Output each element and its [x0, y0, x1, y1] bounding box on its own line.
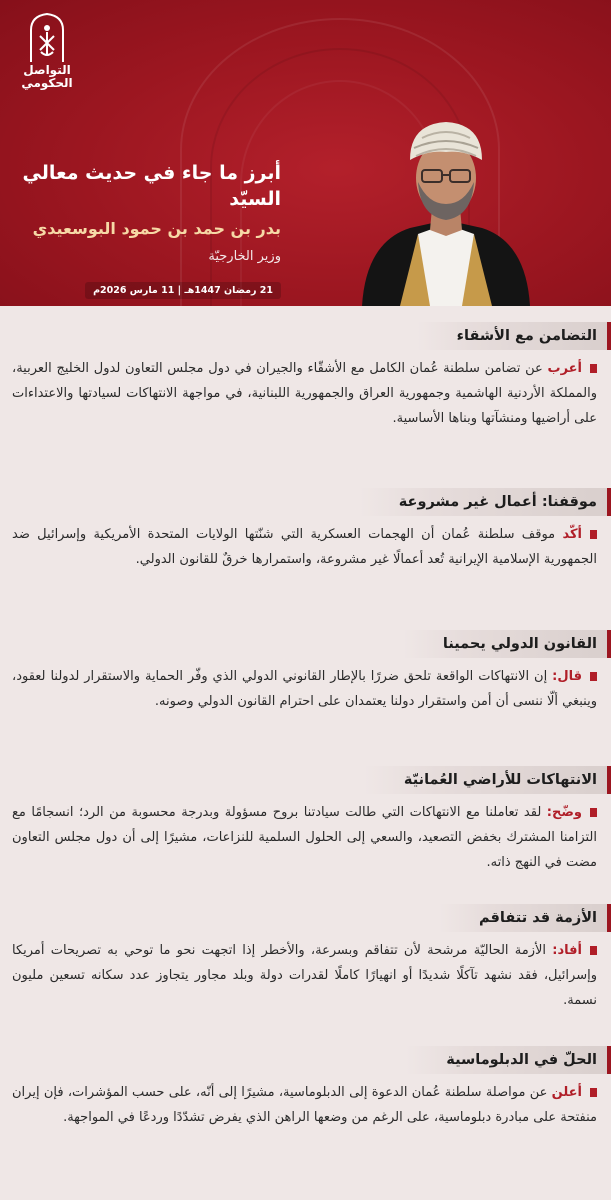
section-text: لقد تعاملنا مع الانتهاكات التي طالت سيادتنا بروح مسؤولة وبدرجة محسوبة من الرد؛ انسجامًا مع التزامنا المشترك بخفض التصعيد، والسعي إلى الحلول السلمية للنزاعات، مشيرًا إلى أن دول مجلس التعاون مضت في النهج ذاته. — [12, 805, 597, 870]
section-text: موقف سلطنة عُمان أن الهجمات العسكرية التي شنّتها الولايات المتحدة الأمريكية وإسرائيل ضد الجمهورية الإسلامية الإيرانية تُعد أعمالًا غير مشروعة، واستمرارها خرقٌ للقانون الدولي. — [12, 527, 597, 567]
section-body — [12, 938, 597, 1013]
header-banner — [0, 0, 611, 306]
date-badge: 21 رمضان 1447هـ | 11 مارس 2026م — [85, 282, 281, 299]
section-verb: أعلن — [551, 1085, 582, 1100]
gov-communication-logo — [14, 12, 80, 90]
section-body — [12, 800, 597, 875]
section-body — [12, 664, 597, 714]
minister-name: بدر بن حمد بن حمود البوسعيدي — [32, 219, 281, 238]
section-title: موقفنا: أعمال غير مشروعة — [359, 488, 611, 516]
section-verb: أعرب — [547, 361, 582, 376]
section-title: الحلّ في الدبلوماسية — [406, 1046, 611, 1074]
page-title: أبرز ما جاء في حديث معالي السيّد — [22, 162, 281, 210]
section-text: عن مواصلة سلطنة عُمان الدعوة إلى الدبلوماسية، مشيرًا إلى أنّه، على حسب المؤشرات، فإن إيران منفتحة على مبادرة دبلوماسية، على الرغم من وضعها الراهن الذي يفرض تشدّدًا وردعًا في المواجهة. — [12, 1085, 597, 1125]
section-text: إن الانتهاكات الواقعة تلحق ضررًا بالإطار القانوني الدولي الذي وفّر الحماية والاستقرار لدولنا لعقود، وينبغي ألّا ننسى أن أمن واستقرار دولنا يعتمدان على احترام القانون الدولي وصونه. — [12, 669, 597, 709]
section-title: التضامن مع الأشقاء — [417, 322, 611, 350]
logo-text-line1: التواصل — [23, 63, 71, 77]
section-verb: وضّح: — [546, 805, 582, 820]
section-omani-territory — [0, 766, 611, 875]
section-crisis-escalation — [0, 904, 611, 1013]
minister-role: وزير الخارجيّة — [208, 249, 281, 264]
section-title: الانتهاكات للأراضي العُمانيّة — [364, 766, 611, 794]
bullet-icon — [590, 946, 597, 955]
section-body — [12, 1080, 597, 1130]
bullet-icon — [590, 808, 597, 817]
section-verb: أكّد — [562, 527, 582, 542]
section-diplomacy — [0, 1046, 611, 1130]
content-area — [0, 306, 611, 1200]
minister-portrait — [360, 112, 532, 306]
section-text: عن تضامن سلطنة عُمان الكامل مع الأشقّاء والجيران في دول مجلس التعاون لدول الخليج العربية، والمملكة الأردنية الهاشمية وجمهورية العراق والجمهورية اللبنانية، في مواجهة الانتهاكات لسيادتها والاعتداءات على أراضيها ومنشآتها وبناها الأساسية. — [12, 361, 597, 426]
section-text: الأزمة الحاليّة مرشحة لأن تتفاقم وبسرعة، والأخطر إذا اتجهت نحو ما توحي به تصريحات أمريكا وإسرائيل، فقد نشهد تآكلًا شديدًا أو انهيارًا كاملًا لقدرات دولة وبلد مجاور يتجاوز عدد سكانه تسعين مليون نسمة. — [12, 943, 597, 1008]
bullet-icon — [590, 1088, 597, 1097]
section-solidarity — [0, 322, 611, 431]
logo-text-line2: الحكومي — [21, 76, 73, 90]
oman-emblem-icon — [27, 12, 67, 62]
bullet-icon — [590, 364, 597, 373]
header-title-block — [11, 160, 281, 299]
section-body — [12, 522, 597, 572]
section-title: الأزمة قد تتفاقم — [439, 904, 611, 932]
bullet-icon — [590, 672, 597, 681]
section-verb: قال: — [552, 669, 582, 684]
section-body — [12, 356, 597, 431]
section-title: القانون الدولي يحمينا — [403, 630, 611, 658]
bullet-icon — [590, 530, 597, 539]
section-unlawful-acts — [0, 488, 611, 572]
section-verb: أفاد: — [552, 943, 582, 958]
section-international-law — [0, 630, 611, 714]
